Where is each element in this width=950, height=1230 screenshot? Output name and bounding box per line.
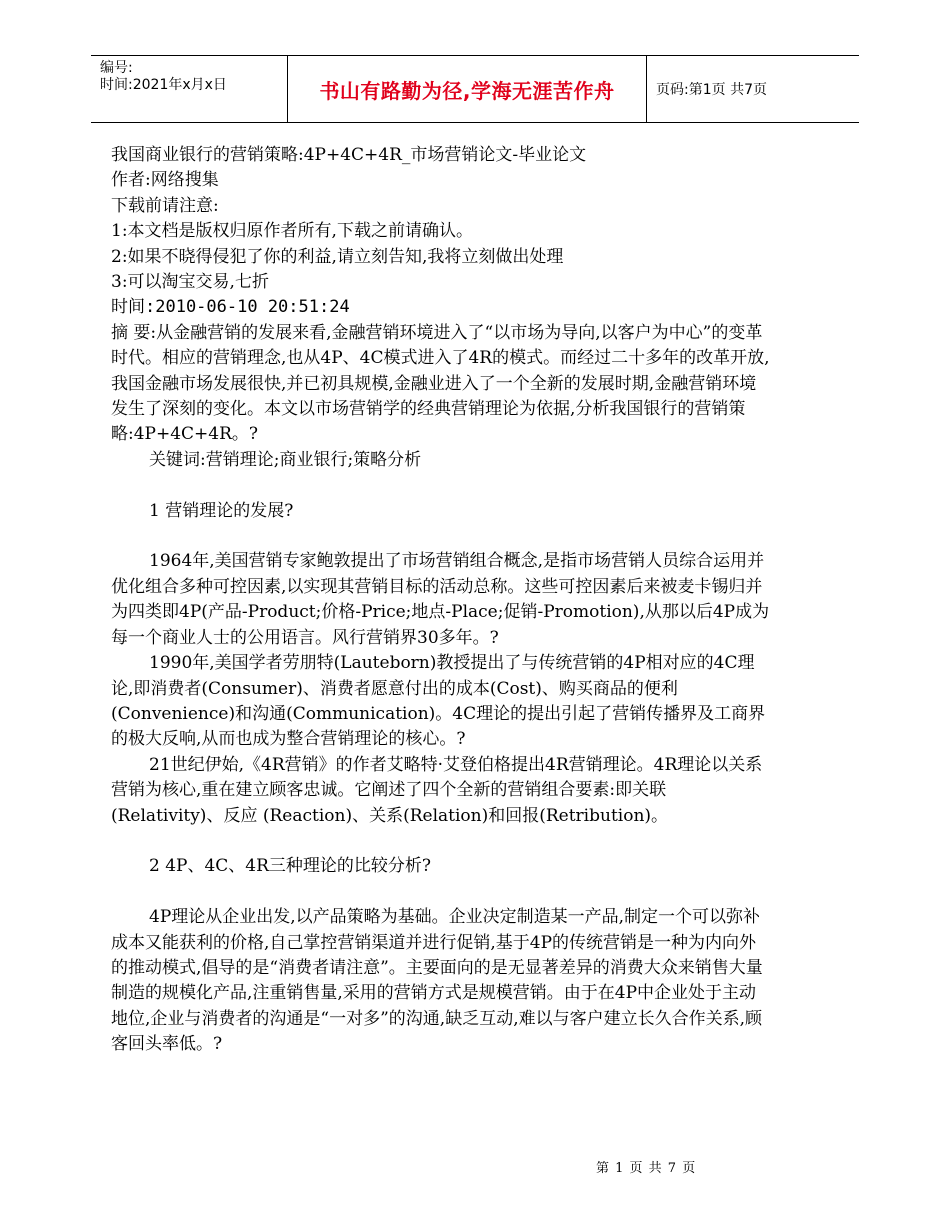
document-number-label: 编号:: [100, 60, 133, 76]
section-heading-2: 2 4P、4C、4R三种理论的比较分析?: [149, 856, 432, 877]
section-heading-1: 1 营销理论的发展?: [149, 500, 294, 521]
keywords-line: 关键词:营销理论;商业银行;策略分析: [149, 449, 422, 470]
notice-item-2: 2:如果不晓得侵犯了你的利益,请立刻告知,我将立刻做出处理: [111, 246, 564, 267]
body-paragraph-2: 1990年,美国学者劳朋特(Lauteborn)教授提出了与传统营销的4P相对应的4C理论,即消费者(Consumer)、消费者愿意付出的成本(Cost)、购买商品的便利(Convenience)和沟通(Communication)。4C理论的提出引起了营销传播界及工商界的极大反响,从而也成为整合营销理论的核心。?: [111, 653, 766, 750]
notice-item-1: 1:本文档是版权归原作者所有,下载之前请确认。: [111, 221, 473, 242]
document-time-label: 时间:2021年x月x日: [100, 77, 227, 93]
document-time: 时间:2010-06-10 20:51:24: [111, 297, 350, 318]
body-paragraph-1: 1964年,美国营销专家鲍敦提出了市场营销组合概念,是指市场营销人员综合运用并优化组合多种可控因素,以实现其营销目标的活动总称。这些可控因素后来被麦卡锡归并为四类即4P(产品-Product;价格-Price;地点-Place;促销-Promotion),从那以后4P成为每一个商业人士的公用语言。风行营销界30多年。?: [111, 551, 770, 648]
notice-item-3: 3:可以淘宝交易,七折: [111, 272, 269, 293]
header-motto: 书山有路勤为径,学海无涯苦作舟: [287, 56, 647, 122]
body-paragraph-4: 4P理论从企业出发,以产品策略为基础。企业决定制造某一产品,制定一个可以弥补成本又能获利的价格,自己掌控营销渠道并进行促销,基于4P的传统营销是一种为内向外的推动模式,倡导的是“消费者请注意”。主要面向的是无显著差异的消费大众来销售大量制造的规模化产品,注重销售量,采用的营销方式是规模营销。由于在4P中企业处于主动地位,企业与消费者的沟通是“一对多”的沟通,缺乏互动,难以与客户建立长久合作关系,顾客回头率低。?: [111, 907, 763, 1055]
abstract-paragraph: 摘 要:从金融营销的发展来看,金融营销环境进入了“以市场为导向,以客户为中心”的变革时代。相应的营销理念,也从4P、4C模式进入了4R的模式。而经过二十多年的改革开放,我国金融市场发展很快,并已初具规模,金融业进入了一个全新的发展时期,金融营销环境发生了深刻的变化。本文以市场营销学的经典营销理论为依据,分析我国银行的营销策略:4P+4C+4R。?: [111, 322, 770, 445]
page-header: [91, 55, 859, 123]
notice-heading: 下载前请注意:: [111, 195, 219, 216]
header-page-info: 页码:第1页 共7页: [656, 82, 767, 98]
document-author: 作者:网络搜集: [111, 170, 219, 191]
body-paragraph-3: 21世纪伊始,《4R营销》的作者艾略特·艾登伯格提出4R营销理论。4R理论以关系营销为核心,重在建立顾客忠诚。它阐述了四个全新的营销组合要素:即关联(Relativity)、反应 (Reaction)、关系(Relation)和回报(Retribution)。: [111, 754, 763, 826]
page-footer: 第 1 页 共 7 页: [596, 1161, 697, 1176]
document-title: 我国商业银行的营销策略:4P+4C+4R_市场营销论文-毕业论文: [111, 145, 587, 165]
document-body: [111, 143, 771, 1058]
header-meta: [91, 56, 287, 122]
